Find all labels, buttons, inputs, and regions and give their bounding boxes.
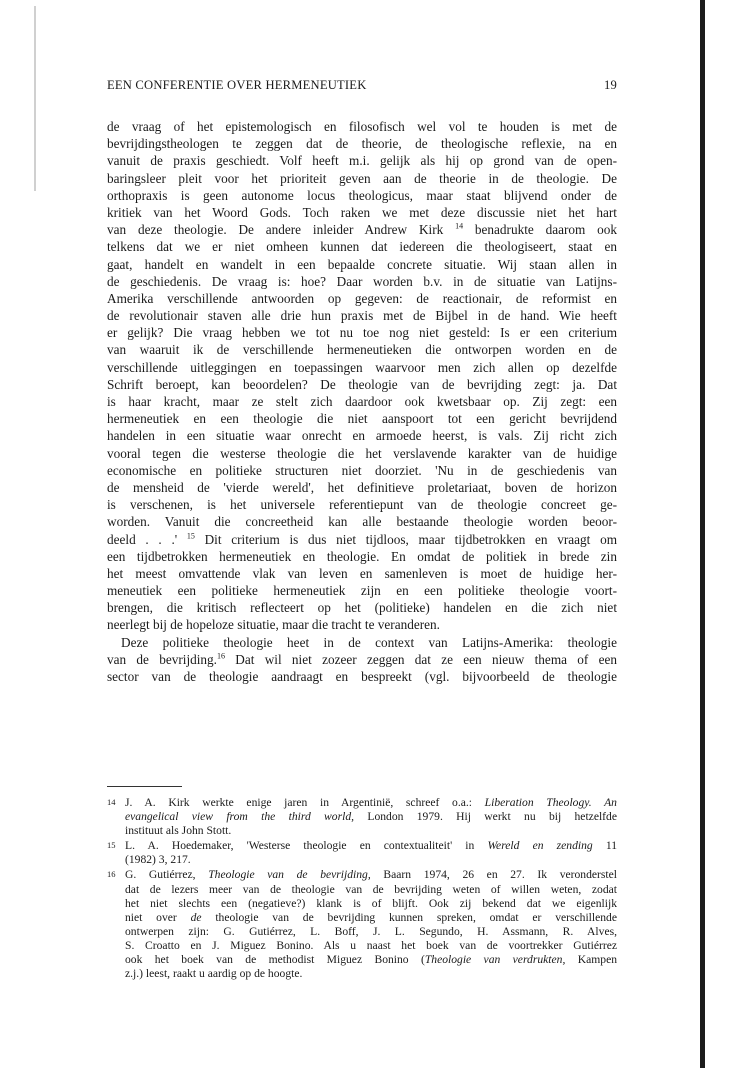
text-fragment: van deze theologie. De andere inleider Andrew Kirk: [107, 222, 444, 238]
footnote-text: L. A. Hoedemaker, 'Westerse theologie en contextualiteit' in: [125, 839, 475, 853]
journal-title: Wereld en zending: [487, 839, 593, 853]
text-line: bevrijdingstheologen te zeggen dat de theorie, de theologische reflexie, na en: [107, 136, 617, 152]
text-line: handelen in een situatie waar onrecht en armoede heerst, is vals. Zij richt zich: [107, 428, 617, 444]
footnote-mark: 16: [107, 869, 116, 880]
footnote-text: theologie van de bevrijding kunnen spreken, omdat er verschillende: [215, 910, 617, 924]
footnote-line: [125, 868, 617, 882]
text-line: brengen, die kritisch reflecteert op het (politieke) handelen en die zich niet: [107, 600, 617, 616]
footnote-separator: [107, 786, 182, 787]
footnote-line: z.j.) leest, raakt u aardig op de hoogte.: [125, 967, 303, 981]
text-line: vooral tegen die westerse theologie die het verslavende karakter van de huidige: [107, 445, 617, 461]
text-line: [107, 221, 617, 238]
text-line: Deze politieke theologie heet in de context van Latijns-Amerika: theologie: [121, 634, 617, 650]
footnote-text: J. A. Kirk werkte enige jaren in Argentinië, schreef o.a.:: [125, 796, 472, 809]
book-title: Liberation Theology. An: [484, 796, 617, 809]
scan-edge-left: [34, 6, 36, 191]
footnote-text: Kampen: [577, 953, 618, 967]
text-line: baringsleer pleit voor het prioriteit geven aan de theorie in de theologie. De: [107, 170, 617, 186]
text-line: van waaruit ik de verschillende hermeneutieken die ontworpen worden en de: [107, 342, 617, 358]
footnote-line: ontwerpen zijn: G. Gutiérrez, L. Boff, J. L. Segundo, H. Assmann, R. Alves,: [125, 924, 617, 938]
footnote-line: [125, 796, 617, 810]
footnote-ref-14: 14: [455, 221, 464, 231]
footnote-line: S. Croatto en J. Miguez Bonino. Als u naast het boek van de voortrekker Gutiérrez: [125, 938, 617, 952]
text-line: er gelijk? Die vraag hebben we tot nu toe nog niet gesteld: Is er een criterium: [107, 325, 617, 341]
text-fragment: deeld . . .': [107, 531, 178, 547]
text-line: Schrift beroept, kan beoordelen? De theologie van de bevrijding zegt: ja. Dat: [107, 376, 617, 392]
text-line: de revolutionair staven alle drie hun praxis met de Bijbel in de hand. Wie heeft: [107, 308, 617, 324]
footnote-15: [107, 839, 617, 867]
footnote-text: Baarn 1974, 26 en 27. Ik veronderstel: [383, 868, 617, 882]
text-line: de geschiedenis. De vraag is: hoe? Daar worden b.v. in de situatie van Latijns-: [107, 273, 617, 289]
text-line: telkens dat we er niet omheen kunnen dat iedereen die theologiseert, staat en: [107, 239, 617, 255]
footnote-text: London 1979. Hij werkt nu bij hetzelfde: [367, 810, 617, 824]
text-line: de vraag of het epistemologisch en filosofisch wel vol te houden is met de: [107, 119, 617, 134]
text-line: neerlegt bij de hopeloze situatie, maar die tracht te veranderen.: [107, 617, 440, 633]
text-line: verschillende uitleggingen en toepassingen waarvoor men zich allen op dezelfde: [107, 359, 617, 375]
text-line: gaat, handelt en wandelt in een bepaalde concrete situatie. Wij staan allen in: [107, 256, 617, 272]
text-line: economische en politieke structuren niet doorziet. 'Nu in de geschiedenis van: [107, 462, 617, 478]
text-line: [107, 531, 617, 548]
footnotes: [107, 796, 617, 982]
emphasis: de: [190, 910, 202, 924]
text-fragment: Dit criterium is dus niet tijdloos, maar tijdbetrokken en vraagt om: [204, 531, 617, 547]
book-title: Theologie van verdrukten,: [424, 953, 566, 967]
book-title: evangelical view from the third world,: [125, 810, 355, 824]
text-line: is haar kracht, maar ze stelt zich daardoor ook kwetsbaar op. Zij zegt: een: [107, 394, 617, 409]
body-text: [107, 118, 617, 685]
footnote-line: (1982) 3, 217.: [125, 853, 191, 867]
text-line: orthopraxis is geen autonome locus theologicus, maar staat blijvend onder de: [107, 187, 617, 203]
text-fragment: Dat wil niet zozeer zeggen dat ze een nieuw thema of een: [235, 651, 618, 667]
running-header: [107, 78, 617, 93]
text-line: de mensheid de 'vierde wereld', het definitieve proletariaat, boven de horizon: [107, 479, 617, 495]
footnote-line: [125, 810, 617, 824]
footnote-14: [107, 796, 617, 838]
footnote-text: ook het boek van de methodist Miguez Bonino (: [125, 953, 425, 967]
text-fragment: benadrukte daarom ook: [474, 222, 618, 238]
text-line: kritiek van het Woord Gods. Toch raken we met deze discussie niet het hart: [107, 204, 617, 220]
text-line: het meest omvattende vlak van leven en samenleven is moet de huidige her-: [107, 565, 617, 581]
text-line: Amerika verschillende antwoorden op gegeven: de reactionair, de reformist en: [107, 290, 617, 306]
footnote-text: 11: [605, 839, 618, 853]
scan-edge-right: [700, 0, 705, 1068]
footnote-mark: 15: [107, 840, 116, 851]
footnote-line: het niet slechts een (negatieve?) klank is of blijft. Ook zij bekend dat we eigenlijk: [125, 896, 617, 910]
text-line: is verschenen, is het universele referentiepunt van de theologie concreet ge-: [107, 497, 617, 513]
footnote-ref-15: 15: [186, 531, 195, 541]
footnote-mark: 14: [107, 797, 116, 807]
text-fragment: van de bevrijding.: [107, 651, 217, 667]
page-number: 19: [604, 78, 617, 92]
text-line: meneutiek een politieke hermeneutiek zijn en een politieke theologie voort-: [107, 583, 617, 599]
footnote-text: niet over: [125, 910, 177, 924]
text-line: sector van de theologie aandraagt en bespreekt (vgl. bijvoorbeeld de theologie: [107, 669, 617, 684]
running-head-title: EEN CONFERENTIE OVER HERMENEUTIEK: [107, 78, 367, 92]
footnote-ref-16: 16: [217, 651, 225, 661]
footnote-line: instituut als John Stott.: [125, 824, 232, 838]
footnote-line: dat de lezers meer van de theologie van de bevrijding weten of willen weten, zodat: [125, 882, 617, 896]
text-line: vanuit de praxis geschiedt. Volf heeft m.i. gelijk als hij op grond van de open-: [107, 153, 617, 169]
footnote-16: [107, 868, 617, 981]
footnote-line: [125, 839, 617, 853]
text-line: hermeneutiek en een theologie die niet aanspoort tot een gericht bevrijdend: [107, 411, 617, 427]
book-title: Theologie van de bevrijding,: [208, 868, 371, 882]
footnote-text: G. Gutiérrez,: [125, 868, 196, 882]
text-line: [107, 651, 617, 668]
text-line: worden. Vanuit die concreetheid kan alle bestaande theologie worden beoor-: [107, 514, 617, 530]
footnote-line: [125, 953, 617, 967]
text-line: een tijdbetrokken hermeneutiek en theologie. En omdat de politiek in brede zin: [107, 548, 617, 564]
footnote-line: [125, 911, 617, 925]
